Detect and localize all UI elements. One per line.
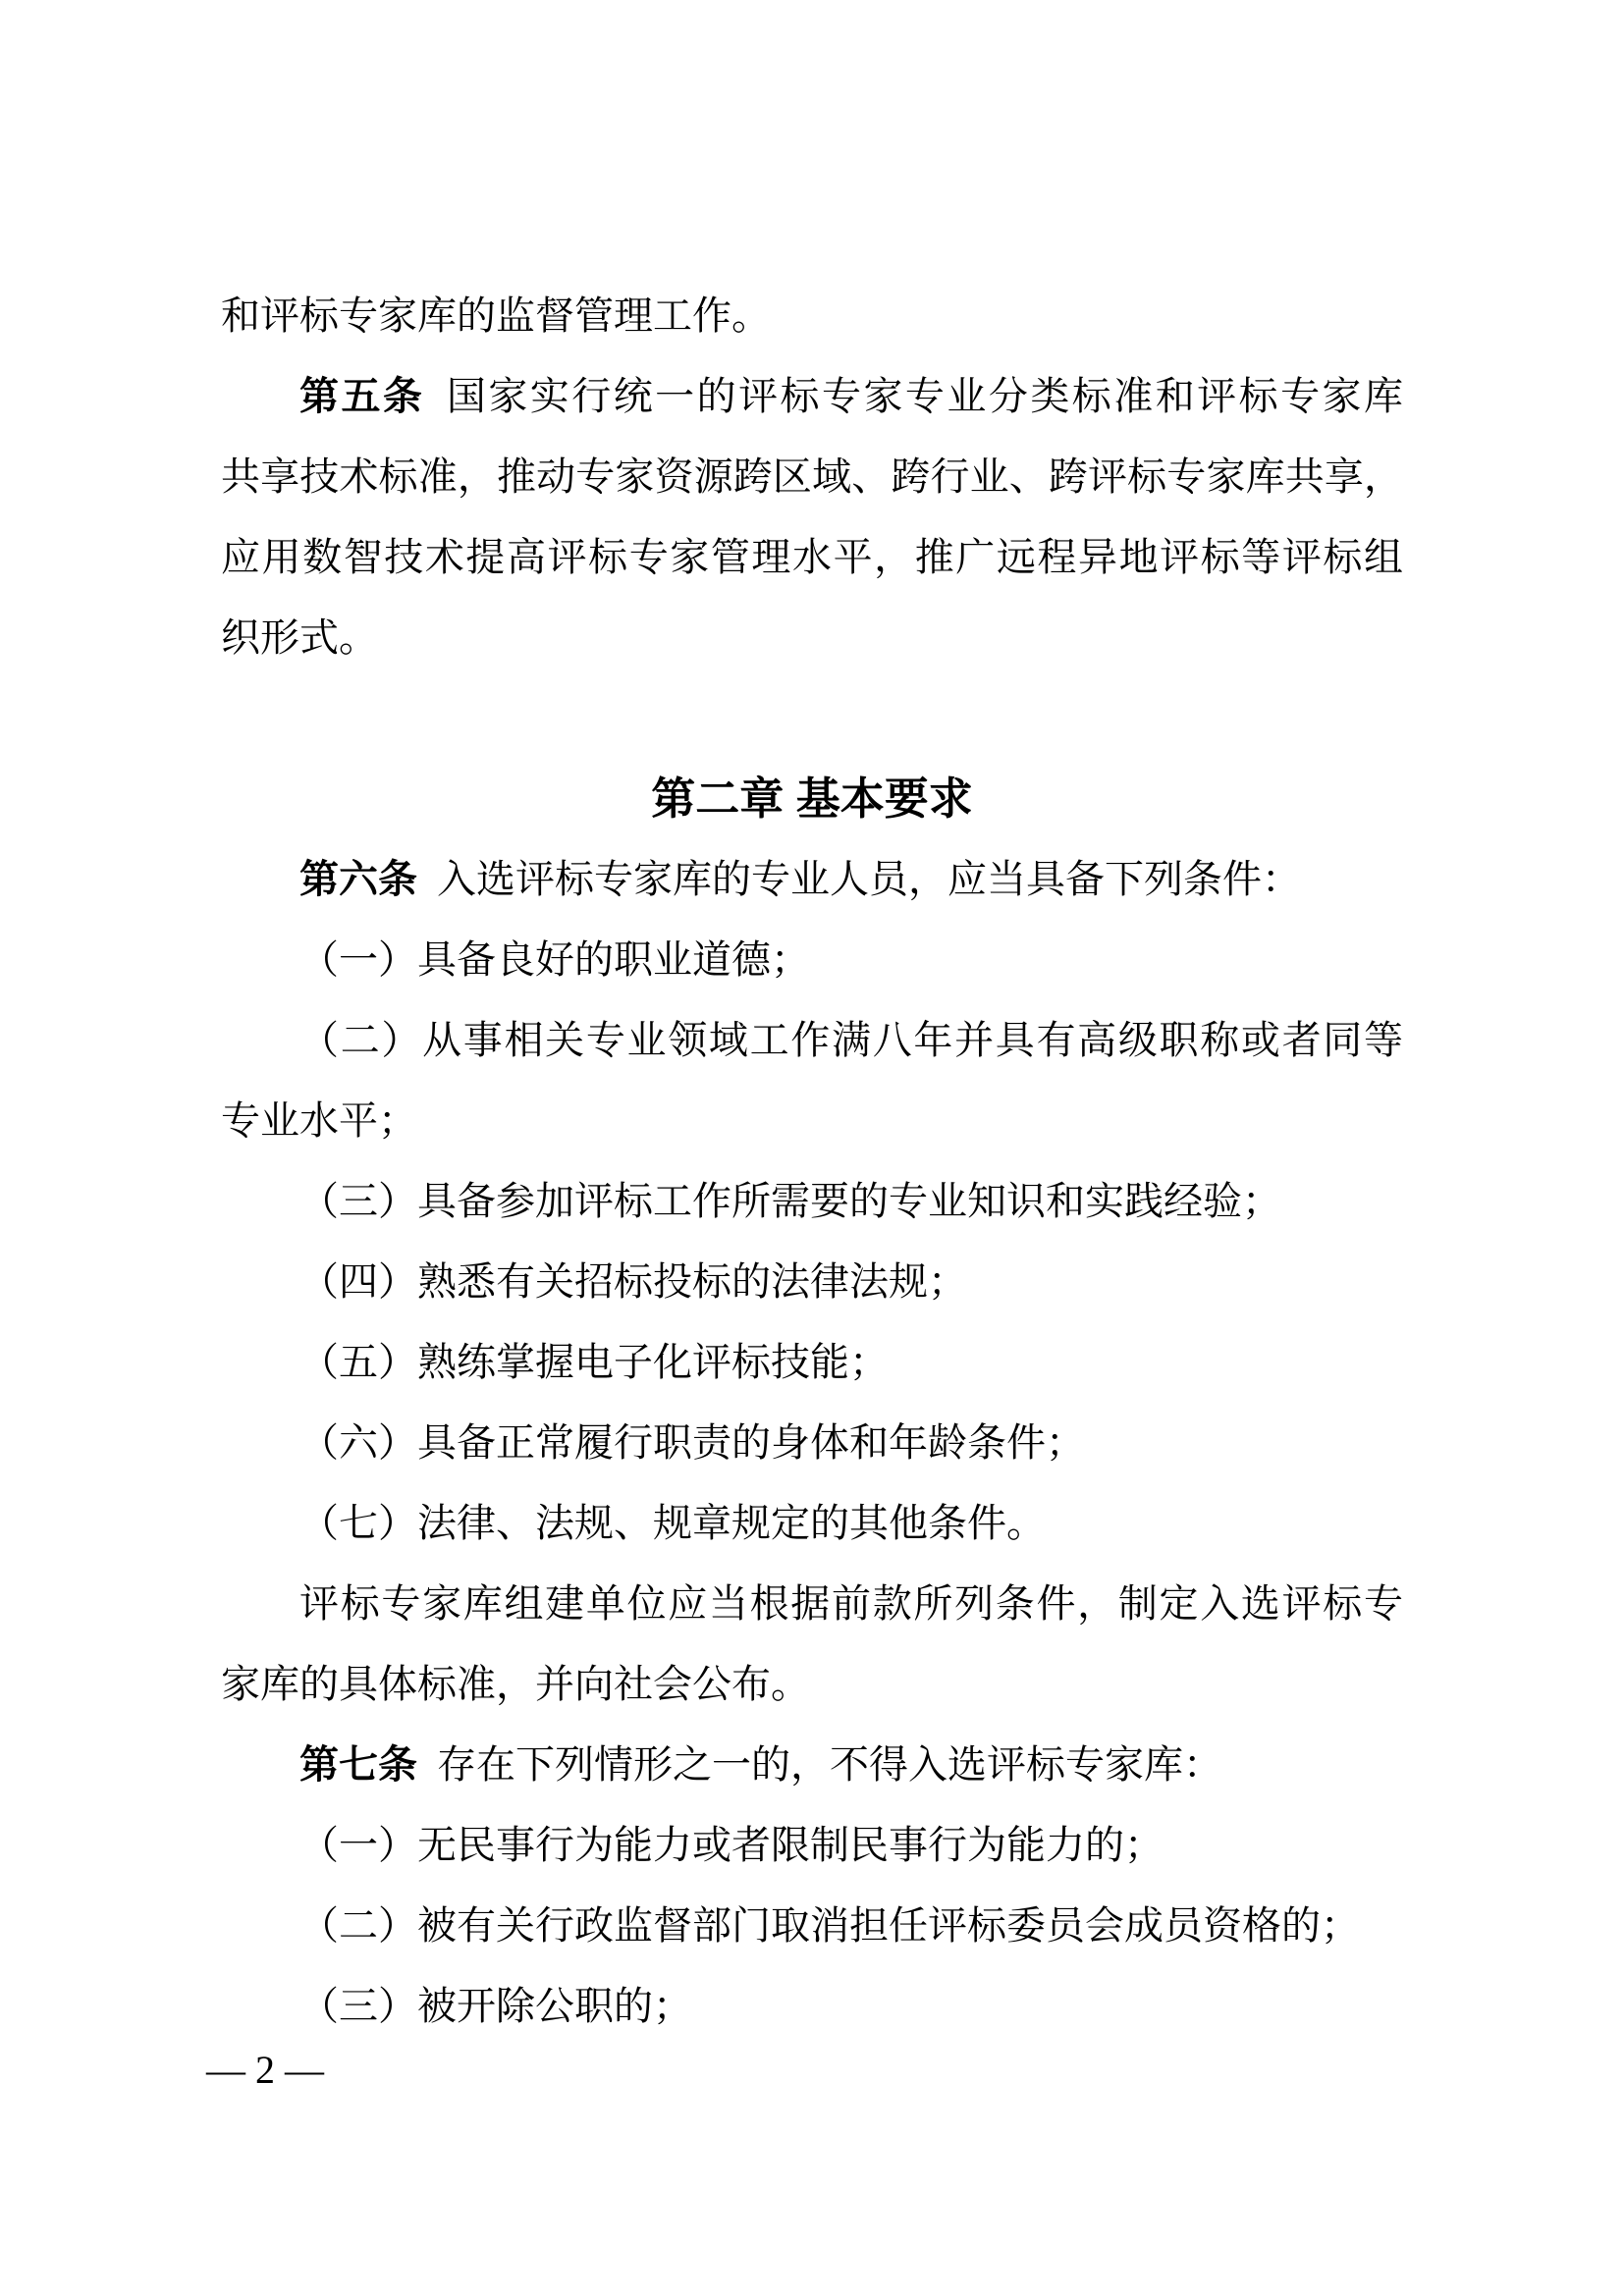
text-line: （一）具备良好的职业道德； bbox=[299, 937, 810, 982]
text-line: 评标专家库组建单位应当根据前款所列条件，制定入选评标专 bbox=[299, 1581, 1403, 1626]
line-text: 存在下列情形之一的，不得入选评标专家库： bbox=[437, 1742, 1222, 1787]
text-line: （三）被开除公职的； bbox=[299, 1984, 692, 2028]
text-line bbox=[221, 839, 1403, 920]
text-line: （三）具备参加评标工作所需要的专业知识和实践经验； bbox=[299, 1179, 1281, 1223]
article-number: 第五条 bbox=[299, 375, 425, 418]
text-line: （六）具备正常履行职责的身体和年龄条件； bbox=[299, 1420, 1085, 1465]
text-line: （四）熟悉有关招标投标的法律法规； bbox=[299, 1259, 967, 1304]
text-line: 织形式。 bbox=[221, 615, 378, 660]
text-line: 共享技术标准，推动专家资源跨区域、跨行业、跨评标专家库共享， bbox=[221, 454, 1403, 499]
text-line: 和评标专家库的监督管理工作。 bbox=[221, 294, 771, 338]
page-number: — 2 — bbox=[206, 2048, 324, 2092]
text-line: 应用数智技术提高评标专家管理水平，推广远程异地评标等评标组 bbox=[221, 535, 1403, 579]
chapter-heading: 第二章 基本要求 bbox=[651, 774, 973, 824]
text-line: （二）被有关行政监督部门取消担任评标委员会成员资格的； bbox=[299, 1903, 1360, 1948]
text-line: 专业水平； bbox=[221, 1098, 417, 1143]
line-text: 入选评标专家库的专业人员，应当具备下列条件： bbox=[437, 857, 1301, 901]
text-line: 家库的具体标准，并向社会公布。 bbox=[221, 1662, 810, 1706]
blank-line bbox=[221, 678, 1403, 759]
document-body bbox=[221, 276, 1403, 2047]
line-text: 国家实行统一的评标专家专业分类标准和评标专家库 bbox=[444, 374, 1404, 418]
text-line: （七）法律、法规、规章规定的其他条件。 bbox=[299, 1501, 1046, 1545]
text-line bbox=[221, 356, 1403, 437]
article-number: 第七条 bbox=[299, 1743, 417, 1787]
text-line: （五）熟练掌握电子化评标技能； bbox=[299, 1340, 889, 1384]
article-number: 第六条 bbox=[299, 858, 417, 901]
text-line: （一）无民事行为能力或者限制民事行为能力的； bbox=[299, 1823, 1164, 1867]
text-line bbox=[221, 1725, 1403, 1805]
text-line: （二）从事相关专业领域工作满八年并具有高级职称或者同等 bbox=[299, 1018, 1403, 1062]
